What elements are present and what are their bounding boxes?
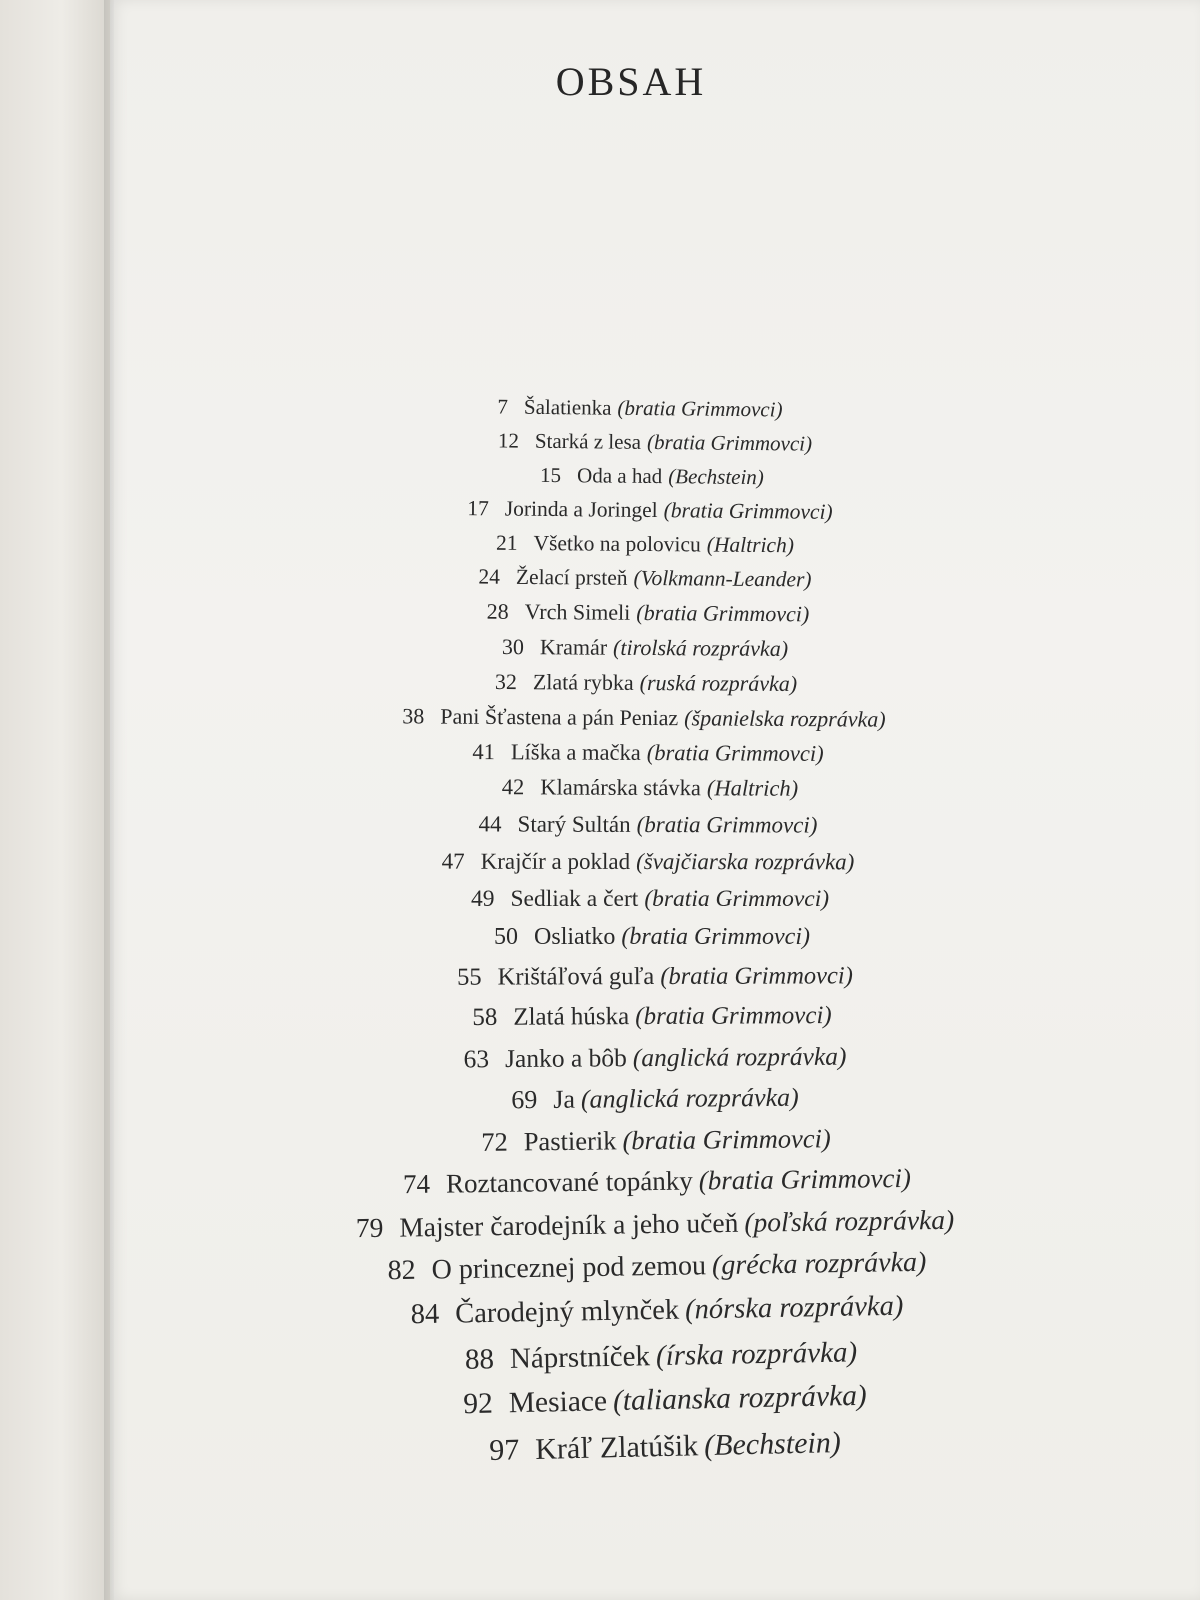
toc-story-title: Pani Šťastena a pán Peniaz [440, 703, 679, 731]
toc-page-number: 84 [410, 1298, 440, 1331]
toc-story-title: Oda a had [577, 463, 663, 489]
toc-story-title: Krajčír a poklad [480, 848, 631, 874]
toc-story-source: (Bechstein) [703, 1426, 842, 1463]
toc-page-number: 24 [478, 564, 501, 589]
toc-page-number: 69 [511, 1085, 538, 1115]
toc-story-source: (talianska rozprávka) [612, 1379, 868, 1418]
toc-entry [511, 1083, 799, 1116]
toc-entry [502, 774, 798, 802]
toc-story-title: Janko a bôb [504, 1043, 627, 1074]
toc-page-number: 82 [387, 1254, 416, 1287]
toc-story-source: (bratia Grimmovci) [636, 599, 810, 627]
toc-entry [356, 1204, 955, 1244]
toc-story-title: Líška a mačka [510, 739, 641, 765]
toc-page-number: 92 [462, 1387, 494, 1421]
toc-page-number: 28 [486, 598, 509, 624]
toc-entry [498, 428, 812, 456]
toc-page-number: 15 [540, 462, 562, 488]
toc-entry [495, 669, 797, 697]
toc-story-title: Majster čarodejník a jeho učeň [399, 1206, 739, 1243]
toc-entry [481, 1123, 831, 1158]
toc-page-number: 21 [495, 530, 518, 555]
toc-story-title: Všetko na polovicu [533, 531, 701, 557]
toc-entry [487, 599, 810, 628]
toc-story-source: (bratia Grimmovci) [663, 498, 833, 524]
toc-story-source: (bratia Grimmovci) [660, 962, 853, 990]
toc-page-number: 30 [501, 634, 525, 660]
toc-story-source: (Haltrich) [706, 532, 795, 558]
toc-story-source: (bratia Grimmovci) [646, 429, 813, 456]
toc-story-source: (tirolská rozprávka) [613, 634, 789, 661]
toc-story-source: (bratia Grimmovci) [617, 395, 783, 422]
toc-entry [471, 886, 829, 913]
toc-story-source: (nórska rozprávka) [684, 1290, 904, 1326]
toc-story-source: (švajčiarska rozprávka) [636, 848, 855, 875]
toc-entry [472, 1002, 832, 1032]
toc-story-title: Klamárska stávka [540, 774, 701, 801]
toc-page-number: 12 [497, 428, 520, 453]
toc-story-title: O princeznej pod zemou [431, 1250, 707, 1286]
toc-entry [403, 1163, 911, 1200]
toc-story-source: (anglická rozprávka) [580, 1082, 799, 1114]
toc-entry [387, 1247, 926, 1287]
toc-entry [502, 634, 788, 662]
toc-story-source: (Bechstein) [668, 464, 765, 490]
toc-entry [402, 703, 885, 732]
toc-story-title: Krištáľová guľa [497, 963, 655, 991]
toc-page-number: 38 [402, 703, 425, 729]
toc-entry [496, 531, 794, 559]
toc-story-title: Želací prsteň [515, 564, 628, 590]
toc-story-title: Ja [553, 1084, 576, 1114]
toc-entry [463, 1042, 846, 1075]
toc-story-title: Čarodejný mlynček [454, 1294, 680, 1330]
toc-entry [442, 849, 855, 876]
toc-page-number: 97 [488, 1433, 520, 1467]
toc-page-number: 17 [467, 496, 489, 521]
toc-story-title: Starká z lesa [534, 428, 642, 454]
toc-page-number: 7 [497, 394, 509, 419]
toc-entry [540, 463, 764, 490]
toc-page-number: 55 [457, 963, 482, 991]
toc-story-source: (ruská rozprávka) [639, 669, 798, 697]
toc-story-title: Osliatko [534, 924, 616, 950]
toc-entry [479, 811, 818, 838]
toc-story-title: Šalatienka [523, 394, 612, 420]
toc-story-source: (španielska rozprávka) [684, 705, 886, 732]
toc-page-number: 42 [501, 774, 525, 800]
toc-page-number: 58 [472, 1003, 498, 1031]
toc-story-title: Náprstníček [509, 1340, 651, 1375]
toc-story-source: (bratia Grimmovci) [698, 1162, 912, 1196]
toc-entry [478, 565, 811, 593]
toc-page-number: 88 [464, 1343, 495, 1376]
toc-page-number: 63 [463, 1044, 490, 1074]
toc-page-number: 47 [441, 848, 465, 874]
toc-page-number: 50 [494, 924, 519, 950]
toc-story-title: Sedliak a čert [510, 886, 639, 912]
toc-entry [467, 496, 833, 525]
toc-story-title: Pastierik [523, 1125, 617, 1157]
toc-story-source: (bratia Grimmovci) [635, 1002, 832, 1031]
toc-story-title: Vrch Simeli [524, 598, 631, 625]
toc-page-number: 74 [402, 1168, 431, 1200]
toc-page-number: 79 [355, 1211, 384, 1244]
toc-page-number: 44 [478, 811, 502, 837]
toc-page-number: 41 [472, 739, 495, 765]
toc-story-source: (bratia Grimmovci) [621, 924, 810, 950]
toc-story-source: (bratia Grimmovci) [646, 739, 824, 766]
toc-story-title: Jorinda a Joringel [504, 496, 658, 523]
toc-story-source: (bratia Grimmovci) [622, 1123, 831, 1156]
toc-story-title: Starý Sultán [517, 811, 631, 837]
toc-story-title: Mesiace [508, 1385, 608, 1420]
toc-story-source: (Volkmann-Leander) [633, 565, 812, 592]
toc-page-number: 72 [481, 1126, 508, 1157]
toc-story-source: (anglická rozprávka) [632, 1041, 847, 1073]
toc-entry [489, 1426, 841, 1468]
toc-story-source: (írska rozprávka) [655, 1336, 858, 1373]
toc-entry [463, 1380, 867, 1421]
toc-story-title: Zlatá húska [513, 1003, 630, 1031]
toc-page-number: 49 [470, 886, 495, 912]
toc-page-number: 32 [494, 668, 517, 695]
toc-story-source: (bratia Grimmovci) [636, 811, 818, 838]
toc-story-source: (Haltrich) [706, 775, 799, 801]
toc-story-title: Roztancované topánky [445, 1165, 693, 1199]
toc-story-title: Kramár [539, 634, 608, 660]
toc-story-source: (grécka rozprávka) [711, 1246, 927, 1282]
toc-entry [494, 924, 810, 951]
toc-entry [457, 962, 853, 991]
toc-entry [410, 1291, 903, 1332]
toc-entry [465, 1336, 858, 1377]
toc-story-source: (bratia Grimmovci) [644, 886, 830, 912]
toc-entry [497, 395, 782, 423]
toc-story-title: Kráľ Zlatúšik [534, 1429, 699, 1466]
toc-story-title: Zlatá rybka [532, 669, 634, 695]
toc-entry [472, 739, 823, 767]
toc-story-source: (poľská rozprávka) [744, 1203, 955, 1238]
page-title: OBSAH [555, 59, 707, 104]
